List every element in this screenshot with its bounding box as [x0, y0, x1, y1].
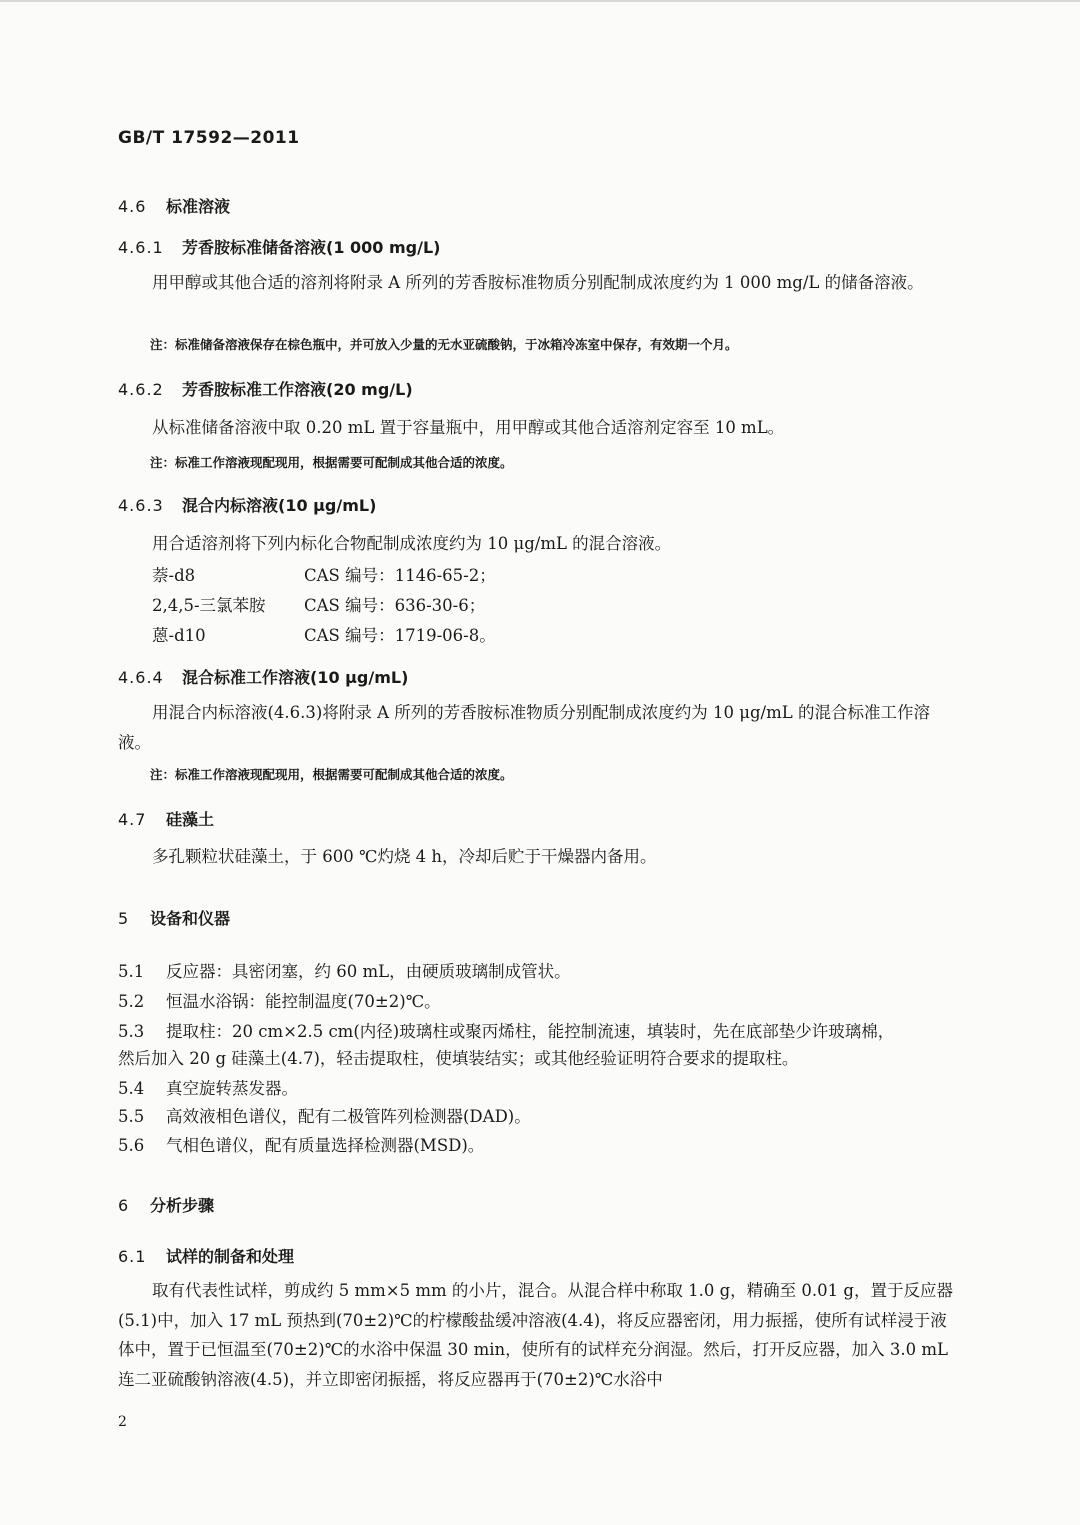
compound-name: 2,4,5-三氯苯胺: [152, 596, 266, 615]
item-text: 气相色谱仪，配有质量选择检测器(MSD)。: [166, 1136, 485, 1155]
section-4-6-heading: [118, 194, 230, 217]
section-title: 标准溶液: [166, 197, 231, 216]
section-title: 设备和仪器: [150, 909, 231, 928]
item-number: 5.4: [118, 1079, 145, 1098]
item-text: 恒温水浴锅：能控制温度(70±2)℃。: [166, 992, 441, 1011]
section-4-6-1-heading: [118, 235, 440, 258]
compound-name: 蒽-d10: [152, 626, 206, 645]
section-title: 硅藻土: [166, 810, 215, 829]
section-title: 试样的制备和处理: [166, 1247, 295, 1266]
section-title: 分析步骤: [150, 1196, 215, 1215]
section-4-6-2-body: 从标准储备溶液中取 0.20 mL 置于容量瓶中，用甲醇或其他合适溶剂定容至 10 mL。: [152, 418, 785, 437]
section-number: 4.6.4: [118, 668, 164, 687]
item-number: 5.5: [118, 1107, 145, 1126]
item-text: 高效液相色谱仪，配有二极管阵列检测器(DAD)。: [166, 1107, 531, 1126]
item-number: 5.2: [118, 992, 145, 1011]
section-number: 4.6: [118, 197, 147, 216]
scan-top-edge: [0, 0, 1080, 2]
section-title: 芳香胺标准工作溶液(20 mg/L): [182, 380, 413, 399]
section-title: 混合标准工作溶液(10 μg/mL): [182, 668, 409, 687]
section-4-6-1-body: 用甲醇或其他合适的溶剂将附录 A 所列的芳香胺标准物质分别配制成浓度约为 1 000 mg/L 的储备溶液。: [152, 273, 924, 292]
section-number: 4.6.2: [118, 380, 164, 399]
equipment-item: [118, 1018, 894, 1042]
section-6-heading: [118, 1193, 214, 1216]
section-4-6-1-note: 注：标准储备溶液保存在棕色瓶中，并可放入少量的无水亚硫酸钠，于冰箱冷冻室中保存，有效期一个月。: [150, 337, 738, 352]
section-4-7-body: 多孔颗粒状硅藻土，于 600 ℃灼烧 4 h，冷却后贮于干燥器内备用。: [152, 847, 657, 866]
compound-name: 萘-d8: [152, 566, 196, 585]
item-number: 5.3: [118, 1022, 145, 1041]
section-4-6-3-heading: [118, 493, 376, 516]
equipment-item-continuation: [118, 1045, 798, 1069]
equipment-item: [118, 958, 571, 982]
section-4-7-heading: [118, 807, 214, 830]
section-number: 4.6.1: [118, 238, 164, 257]
section-number: 4.7: [118, 810, 147, 829]
section-number: 6.1: [118, 1247, 147, 1266]
section-5-heading: [118, 906, 230, 929]
section-6-1-body: 取有代表性试样，剪成约 5 mm×5 mm 的小片，混合。从混合样中称取 1.0 g，精确至 0.01 g，置于反应器(5.1)中，加入 17 mL 预热到(70±2)℃的柠檬酸盐缓冲溶液(4.4)，将反应器密闭，用力振摇，使所有试样浸于液体中，置于已恒温至(70±2)℃的水浴中保温 30 min，使所有的试样充分润湿。然后，打开反应器，加入 3.0 mL 连二亚硫酸钠溶液(4.5)，并立即密闭振摇，将反应器再于(70±2)℃水浴中: [118, 1281, 953, 1389]
section-4-6-2-note: 注：标准工作溶液现配现用，根据需要可配制成其他合适的浓度。: [150, 455, 513, 470]
section-number: 6: [118, 1196, 130, 1215]
equipment-item: [118, 1103, 531, 1127]
standard-number: GB/T 17592—2011: [118, 128, 300, 148]
section-6-1-heading: [118, 1244, 294, 1267]
section-title: 芳香胺标准储备溶液(1 000 mg/L): [182, 238, 441, 257]
compound-row: [152, 592, 485, 616]
compound-cas: CAS 编号：1146-65-2；: [304, 566, 496, 585]
item-text: 真空旋转蒸发器。: [166, 1079, 298, 1098]
item-text: 然后加入 20 g 硅藻土(4.7)，轻击提取柱，使填装结实；或其他经验证明符合要求的提取柱。: [118, 1049, 799, 1068]
page-number: 2: [118, 1414, 127, 1430]
section-4-6-4-heading: [118, 665, 408, 688]
equipment-item: [118, 988, 441, 1012]
item-text: 提取柱：20 cm×2.5 cm(内径)玻璃柱或聚丙烯柱，能控制流速，填装时，先在底部垫少许玻璃棉，: [166, 1022, 895, 1041]
compound-row: [152, 622, 496, 646]
item-text: 反应器：具密闭塞，约 60 mL，由硬质玻璃制成管状。: [166, 962, 571, 981]
section-4-6-3-body: 用合适溶剂将下列内标化合物配制成浓度约为 10 μg/mL 的混合溶液。: [152, 534, 672, 553]
item-number: 5.1: [118, 962, 145, 981]
section-4-6-4-body: 用混合内标溶液(4.6.3)将附录 A 所列的芳香胺标准物质分别配制成浓度约为 10 μg/mL 的混合标准工作溶液。: [118, 703, 930, 752]
section-title: 混合内标溶液(10 μg/mL): [182, 496, 377, 515]
equipment-item: [118, 1075, 298, 1099]
equipment-item: [118, 1132, 484, 1156]
compound-row: [152, 562, 496, 586]
section-number: 5: [118, 909, 130, 928]
section-4-6-2-heading: [118, 377, 413, 400]
item-number: 5.6: [118, 1136, 145, 1155]
compound-cas: CAS 编号：636-30-6；: [304, 596, 486, 615]
compound-cas: CAS 编号：1719-06-8。: [304, 626, 496, 645]
section-number: 4.6.3: [118, 496, 164, 515]
section-4-6-4-note: 注：标准工作溶液现配现用，根据需要可配制成其他合适的浓度。: [150, 767, 513, 782]
